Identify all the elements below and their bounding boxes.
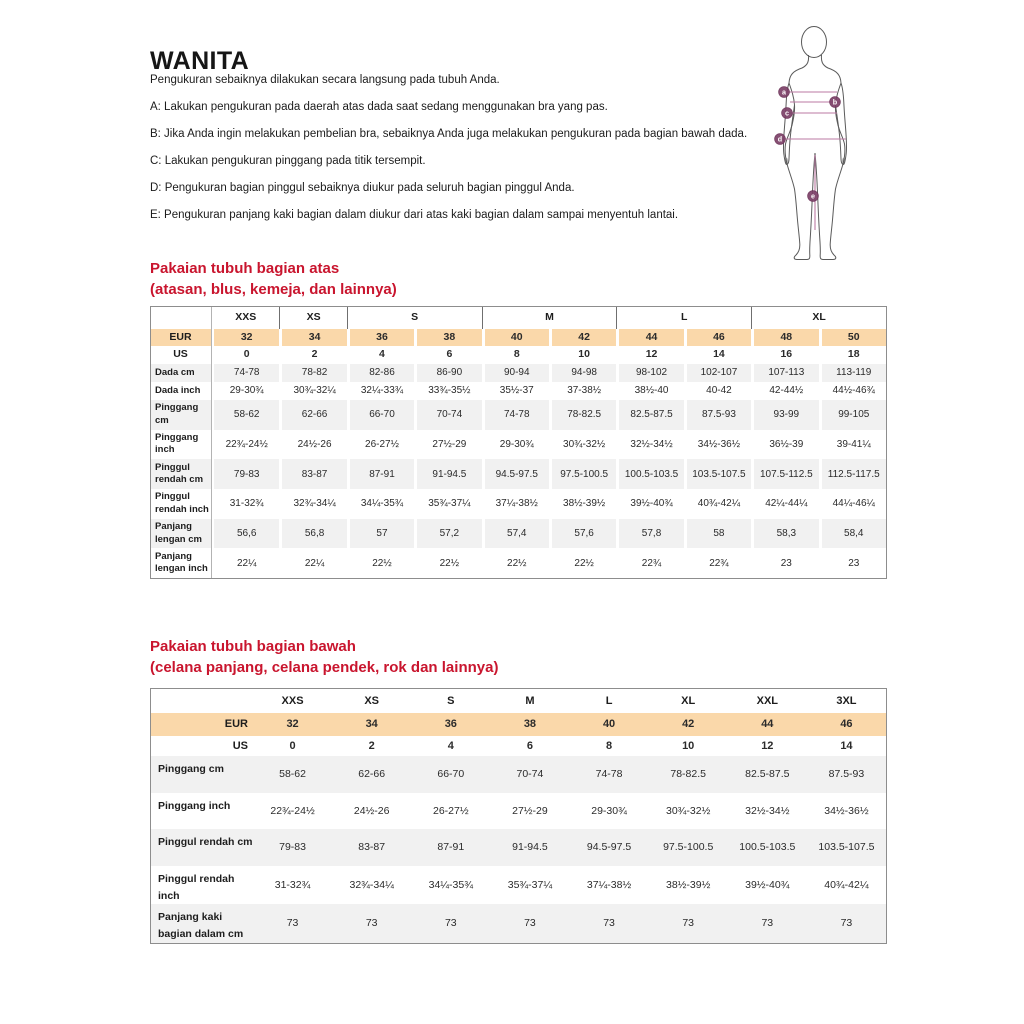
measurement-row-label: Dada inch — [151, 382, 212, 400]
measurement-value-cell: 38½-39½ — [666, 878, 711, 891]
measurement-value-cell: 57,4 — [482, 519, 549, 549]
measurement-value-cell: 66-70 — [347, 400, 414, 430]
eur-size-cell: 36 — [347, 329, 414, 347]
measurement-value-cell: 37-38½ — [549, 382, 616, 400]
measurement-value-cell: 107-113 — [751, 364, 818, 382]
measurement-value-cell: 39-41¼ — [819, 430, 886, 460]
measurement-value-cell: 26-27½ — [347, 430, 414, 460]
size-group-label: XXS — [235, 311, 257, 323]
measurement-value-cell: 112.5-117.5 — [819, 459, 886, 489]
measurement-value-cell: 34½-36½ — [684, 430, 751, 460]
instruction-d: D: Pengukuran bagian pinggul sebaiknya diukur pada seluruh bagian pinggul Anda. — [150, 182, 575, 194]
us-size-cell: 2 — [368, 739, 375, 752]
upper-table-title-line2: (atasan, blus, kemeja, dan lainnya) — [150, 281, 397, 298]
measurement-value-cell: 23 — [751, 548, 818, 578]
table-row — [151, 459, 886, 489]
measurement-value-cell: 58,3 — [751, 519, 818, 549]
size-group-label: L — [605, 695, 613, 707]
measurement-value-cell: 57,8 — [616, 519, 683, 549]
eur-size-cell: 38 — [490, 713, 569, 735]
lower-table-title-line2: (celana panjang, celana pendek, rok dan lainnya) — [150, 659, 499, 676]
table-row — [151, 866, 886, 905]
table-row — [151, 489, 886, 519]
eur-size-cell: 36 — [411, 713, 490, 735]
upper-table-title — [150, 258, 650, 300]
measurement-value-cell: 22¾ — [616, 548, 683, 578]
measurement-value-cell: 73 — [728, 904, 807, 943]
eur-size-cell: 40 — [482, 329, 549, 347]
measurement-value-cell: 62-66 — [279, 400, 346, 430]
us-size-cell: 10 — [682, 739, 695, 752]
us-size-cell: 10 — [549, 346, 616, 364]
measurement-value-cell: 22½ — [482, 548, 549, 578]
measurement-row-label: Pinggul rendah inch — [158, 872, 235, 902]
measurement-value-cell: 94-98 — [549, 364, 616, 382]
measurement-value-cell: 73 — [649, 904, 728, 943]
measurement-value-cell: 37¼-38½ — [482, 489, 549, 519]
measurement-value-cell: 31-32¾ — [212, 489, 279, 519]
measurement-value-cell: 22¼ — [279, 548, 346, 578]
table-row — [151, 736, 886, 756]
size-letter-header-row — [151, 689, 886, 713]
measurement-value-cell: 34¼-35¾ — [347, 489, 414, 519]
eur-size-cell: 34 — [279, 329, 346, 347]
corner-cell — [151, 307, 212, 329]
measurement-value-cell: 78-82 — [279, 364, 346, 382]
size-group-label: L — [616, 307, 751, 329]
marker-a-label: a — [782, 87, 786, 97]
measurement-value-cell: 94.5-97.5 — [570, 829, 649, 866]
measurement-value-cell: 29-30¾ — [482, 430, 549, 460]
measurement-value-cell: 70-74 — [490, 756, 569, 793]
measurement-value-cell: 91-94.5 — [490, 829, 569, 866]
size-group-label: XS — [279, 307, 346, 329]
measurement-value-cell: 100.5-103.5 — [616, 459, 683, 489]
measurement-value-cell: 35¾-37¼ — [507, 878, 553, 891]
measurement-value-cell: 42¼-44¼ — [751, 489, 818, 519]
measurement-value-cell: 32¾-34¼ — [349, 878, 394, 891]
table-row — [151, 364, 886, 382]
measurement-value-cell: 22¾-24½ — [270, 804, 315, 817]
measurement-value-cell: 70-74 — [414, 400, 481, 430]
measurement-row-label: Panjang lengan inch — [151, 548, 212, 578]
measurement-value-cell: 83-87 — [279, 459, 346, 489]
measurement-value-cell: 93-99 — [751, 400, 818, 430]
table-row — [151, 400, 886, 430]
measurement-value-cell: 40¾-42¼ — [824, 878, 869, 891]
measurement-value-cell: 74-78 — [212, 364, 279, 382]
measurement-value-cell: 94.5-97.5 — [482, 459, 549, 489]
table-row — [151, 548, 886, 578]
measurement-value-cell: 35½-37 — [482, 382, 549, 400]
measurement-value-cell: 35¾-37¼ — [414, 489, 481, 519]
measurement-value-cell: 87-91 — [411, 829, 490, 866]
marker-d-label: d — [777, 134, 783, 144]
measurement-row-label: Pinggul rendah cm — [151, 459, 212, 489]
measurement-value-cell: 87-91 — [347, 459, 414, 489]
measurement-value-cell: 30¾-32¼ — [279, 382, 346, 400]
measurement-value-cell: 31-32¾ — [274, 878, 311, 891]
eur-size-cell: 34 — [332, 713, 411, 735]
measurement-value-cell: 73 — [253, 904, 332, 943]
measurement-value-cell: 58-62 — [253, 756, 332, 793]
measurement-value-cell: 86-90 — [414, 364, 481, 382]
measurement-value-cell: 39½-40¾ — [616, 489, 683, 519]
measurement-value-cell: 44¼-46¼ — [819, 489, 886, 519]
table-row — [151, 382, 886, 400]
page-title: WANITA — [150, 46, 250, 75]
measurement-value-cell: 40¾-42¼ — [684, 489, 751, 519]
us-size-cell: 8 — [606, 739, 613, 752]
measurement-value-cell: 58,4 — [819, 519, 886, 549]
measurement-value-cell: 78-82.5 — [649, 756, 728, 793]
us-size-cell: 14 — [684, 346, 751, 364]
measurement-value-cell: 24½-26 — [279, 430, 346, 460]
us-row-label: US — [151, 346, 212, 364]
size-group-label: M — [482, 307, 617, 329]
lower-table-title — [150, 636, 650, 678]
upper-body-size-table — [150, 306, 887, 579]
measurement-value-cell: 98-102 — [616, 364, 683, 382]
measurement-value-cell: 26-27½ — [433, 804, 469, 817]
measurement-value-cell: 91-94.5 — [414, 459, 481, 489]
table-row — [151, 829, 886, 866]
size-group-label: XXL — [756, 695, 779, 707]
measurement-value-cell: 100.5-103.5 — [728, 829, 807, 866]
eur-size-cell: 46 — [684, 329, 751, 347]
measurement-value-cell: 32½-34½ — [616, 430, 683, 460]
eur-size-cell: 38 — [414, 329, 481, 347]
measurement-value-cell: 97.5-100.5 — [649, 829, 728, 866]
instruction-b: B: Jika Anda ingin melakukan pembelian bra, sebaiknya Anda juga melakukan pengukuran pada bagian bawah dada. — [150, 128, 748, 140]
size-group-label: XL — [681, 695, 696, 707]
measurement-value-cell: 23 — [819, 548, 886, 578]
size-group-label: XL — [751, 307, 886, 329]
table-row — [151, 756, 886, 793]
marker-e-label: e — [811, 191, 815, 201]
eur-size-cell: 46 — [807, 713, 886, 735]
measurement-value-cell: 22¾ — [684, 548, 751, 578]
us-size-cell: 12 — [616, 346, 683, 364]
measurement-row-label: Pinggul rendah cm — [151, 829, 253, 866]
measurement-row-label: Pinggul rendah inch — [151, 489, 212, 519]
measurement-row-label: Panjang lengan cm — [151, 519, 212, 549]
us-size-cell: 6 — [414, 346, 481, 364]
eur-size-cell: 44 — [728, 713, 807, 735]
measurement-value-cell: 57,6 — [549, 519, 616, 549]
eur-row-label: EUR — [151, 329, 212, 347]
measurement-value-cell: 66-70 — [411, 756, 490, 793]
us-row-label: US — [232, 739, 248, 752]
measurement-markers — [775, 87, 841, 202]
measurement-value-cell: 24½-26 — [353, 804, 390, 817]
measurement-value-cell: 73 — [490, 904, 569, 943]
measurement-value-cell: 38½-39½ — [549, 489, 616, 519]
measurement-value-cell: 27½-29 — [512, 804, 548, 817]
measurement-value-cell: 39½-40¾ — [745, 878, 790, 891]
corner-cell — [151, 689, 253, 713]
measurement-value-cell: 73 — [332, 904, 411, 943]
table-row — [151, 519, 886, 549]
measurement-value-cell: 90-94 — [482, 364, 549, 382]
measurement-value-cell: 74-78 — [482, 400, 549, 430]
measurement-value-cell: 30¾-32½ — [666, 804, 711, 817]
us-size-cell: 18 — [819, 346, 886, 364]
measurement-row-label: Panjang kaki bagian dalam cm — [151, 904, 253, 943]
instruction-a: A: Lakukan pengukuran pada daerah atas dada saat sedang menggunakan bra yang pas. — [150, 101, 608, 113]
measurement-value-cell: 82.5-87.5 — [616, 400, 683, 430]
table-row — [151, 793, 886, 830]
measurement-value-cell: 113-119 — [819, 364, 886, 382]
measurement-value-cell: 22½ — [414, 548, 481, 578]
us-size-cell: 0 — [289, 739, 296, 752]
size-group-label: M — [525, 695, 535, 707]
measurement-value-cell: 33¾-35½ — [414, 382, 481, 400]
measurement-value-cell: 56,6 — [212, 519, 279, 549]
measurement-value-cell: 99-105 — [819, 400, 886, 430]
body-measurement-figure — [763, 16, 865, 264]
measurement-value-cell: 87.5-93 — [684, 400, 751, 430]
marker-b-label: b — [832, 97, 838, 107]
measurement-value-cell: 32¼-33¾ — [347, 382, 414, 400]
measurement-value-cell: 78-82.5 — [549, 400, 616, 430]
measurement-value-cell: 32¾-34¼ — [279, 489, 346, 519]
measurement-value-cell: 83-87 — [332, 829, 411, 866]
intro-text: Pengukuran sebaiknya dilakukan secara langsung pada tubuh Anda. — [150, 74, 500, 86]
measurement-row-label: Pinggang inch — [151, 430, 212, 460]
measurement-value-cell: 97.5-100.5 — [549, 459, 616, 489]
size-group-label: XXS — [281, 695, 304, 707]
measurement-value-cell: 87.5-93 — [807, 756, 886, 793]
table-row — [151, 430, 886, 460]
left-hand — [785, 158, 788, 165]
measurement-value-cell: 42-44½ — [751, 382, 818, 400]
eur-size-cell: 44 — [616, 329, 683, 347]
eur-size-cell: 32 — [253, 713, 332, 735]
measurement-value-cell: 34¼-35¾ — [428, 878, 473, 891]
measurement-value-cell: 22½ — [347, 548, 414, 578]
measurement-value-cell: 58 — [684, 519, 751, 549]
instruction-c: C: Lakukan pengukuran pinggang pada titik tersempit. — [150, 155, 426, 167]
measurement-instructions — [150, 74, 770, 236]
measurement-value-cell: 62-66 — [332, 756, 411, 793]
measurement-value-cell: 73 — [570, 904, 649, 943]
measurement-value-cell: 34½-36½ — [824, 804, 869, 817]
measurement-value-cell: 74-78 — [570, 756, 649, 793]
measurement-value-cell: 44½-46¾ — [819, 382, 886, 400]
eur-size-cell: 40 — [570, 713, 649, 735]
size-group-label: S — [347, 307, 482, 329]
measurement-value-cell: 79-83 — [212, 459, 279, 489]
us-size-cell: 14 — [840, 739, 853, 752]
measurement-value-cell: 102-107 — [684, 364, 751, 382]
table-row — [151, 904, 886, 943]
size-group-label: XS — [364, 695, 380, 707]
us-size-cell: 0 — [212, 346, 279, 364]
eur-size-cell: 32 — [212, 329, 279, 347]
measurement-value-cell: 22¼ — [212, 548, 279, 578]
measurement-value-cell: 27½-29 — [414, 430, 481, 460]
measurement-row-label: Pinggang cm — [151, 756, 253, 793]
measurement-value-cell: 79-83 — [253, 829, 332, 866]
table-row — [151, 346, 886, 364]
marker-c-label: c — [785, 108, 789, 118]
measurement-value-cell: 57 — [347, 519, 414, 549]
lower-body-size-table — [150, 688, 887, 944]
lower-table-title-line1: Pakaian tubuh bagian bawah — [150, 638, 356, 655]
measurement-value-cell: 103.5-107.5 — [684, 459, 751, 489]
table-row — [151, 329, 886, 347]
measurement-value-cell: 29-30¾ — [212, 382, 279, 400]
measurement-value-cell: 73 — [807, 904, 886, 943]
us-size-cell: 4 — [347, 346, 414, 364]
us-size-cell: 16 — [751, 346, 818, 364]
measurement-value-cell: 32½-34½ — [745, 804, 790, 817]
table-row — [151, 713, 886, 735]
measurement-value-cell: 22¾-24½ — [212, 430, 279, 460]
measurement-value-cell: 82.5-87.5 — [728, 756, 807, 793]
measurement-value-cell: 56,8 — [279, 519, 346, 549]
upper-table-title-line1: Pakaian tubuh bagian atas — [150, 260, 340, 277]
measurement-value-cell: 103.5-107.5 — [807, 829, 886, 866]
right-hand — [842, 158, 845, 165]
us-size-cell: 4 — [447, 739, 454, 752]
measurement-value-cell: 36½-39 — [751, 430, 818, 460]
measurement-value-cell: 107.5-112.5 — [751, 459, 818, 489]
measurement-value-cell: 40-42 — [684, 382, 751, 400]
measurement-value-cell: 38½-40 — [616, 382, 683, 400]
size-group-label: S — [447, 695, 455, 707]
measurement-row-label: Pinggang inch — [158, 799, 231, 812]
us-size-cell: 12 — [761, 739, 774, 752]
eur-size-cell: 42 — [549, 329, 616, 347]
us-size-cell: 2 — [279, 346, 346, 364]
measurement-value-cell: 22½ — [549, 548, 616, 578]
measurement-row-label: Pinggang cm — [151, 400, 212, 430]
eur-row-label: EUR — [151, 713, 253, 735]
eur-size-cell: 50 — [819, 329, 886, 347]
measurement-value-cell: 73 — [411, 904, 490, 943]
measurement-value-cell: 30¾-32½ — [549, 430, 616, 460]
size-group-label: 3XL — [836, 695, 857, 707]
measurement-value-cell: 29-30¾ — [591, 804, 627, 817]
us-size-cell: 8 — [482, 346, 549, 364]
measurement-value-cell: 37¼-38½ — [586, 878, 632, 891]
eur-size-cell: 48 — [751, 329, 818, 347]
measurement-row-label: Dada cm — [151, 364, 212, 382]
size-letter-header-row — [151, 307, 886, 329]
measurement-value-cell: 57,2 — [414, 519, 481, 549]
measurement-value-cell: 82-86 — [347, 364, 414, 382]
measurement-value-cell: 58-62 — [212, 400, 279, 430]
instruction-e: E: Pengukuran panjang kaki bagian dalam diukur dari atas kaki bagian dalam sampai menyentuh lantai. — [150, 209, 679, 221]
us-size-cell: 6 — [526, 739, 533, 752]
eur-size-cell: 42 — [649, 713, 728, 735]
